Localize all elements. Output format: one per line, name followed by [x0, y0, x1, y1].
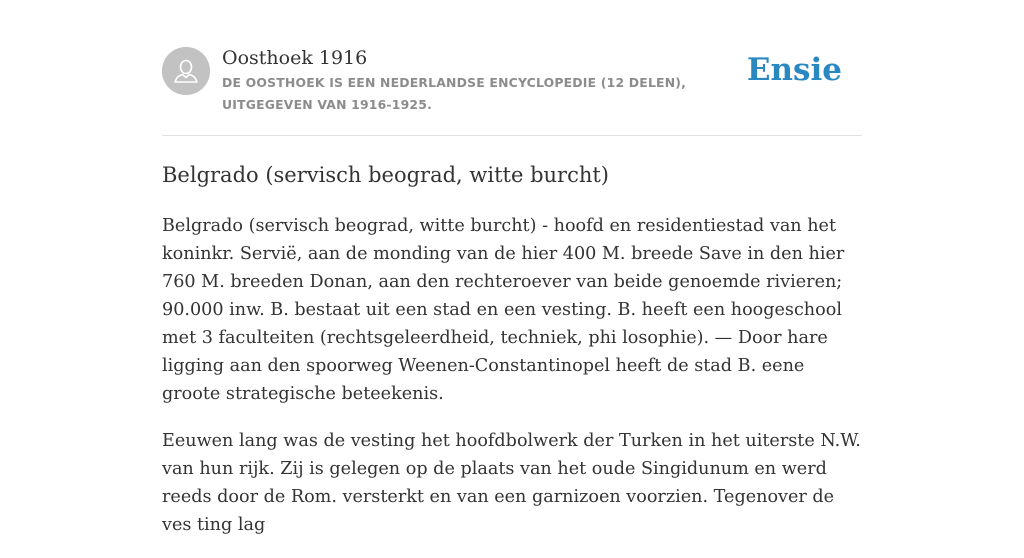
source-description: DE OOSTHOEK IS EEN NEDERLANDSE ENCYCLOPEDIE (12 DELEN), UITGEGEVEN VAN 1916-1925. — [222, 75, 687, 112]
user-avatar-icon — [162, 47, 210, 95]
article-paragraph: Belgrado (servisch beograd, witte burcht) - hoofd en residentiestad van het koninkr. Servië, aan de monding van de hier 400 M. breede Save in den hier 760 M. breeden Donan, aan den rechteroever van beide genoemde rivieren; 90.000 inw. B. bestaat uit een stad en een vesting. B. heeft een hoogeschool met 3 faculteiten (rechtsgeleerdheid, techniek, phi losophie). — Door hare ligging aan den spoorweg Weenen-Constantinopel heeft de stad B. eene groote strategische beteekenis. — [162, 216, 845, 404]
article-title: Belgrado (servisch beograd, witte burcht) — [162, 163, 609, 187]
source-header — [162, 46, 862, 136]
source-title[interactable]: Oosthoek 1916 — [222, 47, 368, 69]
article-body — [162, 212, 864, 558]
article-paragraph: Eeuwen lang was de vesting het hoofdbolwerk der Turken in het uiterste N.W. van hun rijk. Zij is gelegen op de plaats van het oude Singidunum en werd reeds door de Rom. versterkt en van een garnizoen voorzien. Tegenover de ves ting lag — [162, 431, 861, 535]
ensie-logo-link[interactable]: Ensie — [746, 52, 842, 88]
